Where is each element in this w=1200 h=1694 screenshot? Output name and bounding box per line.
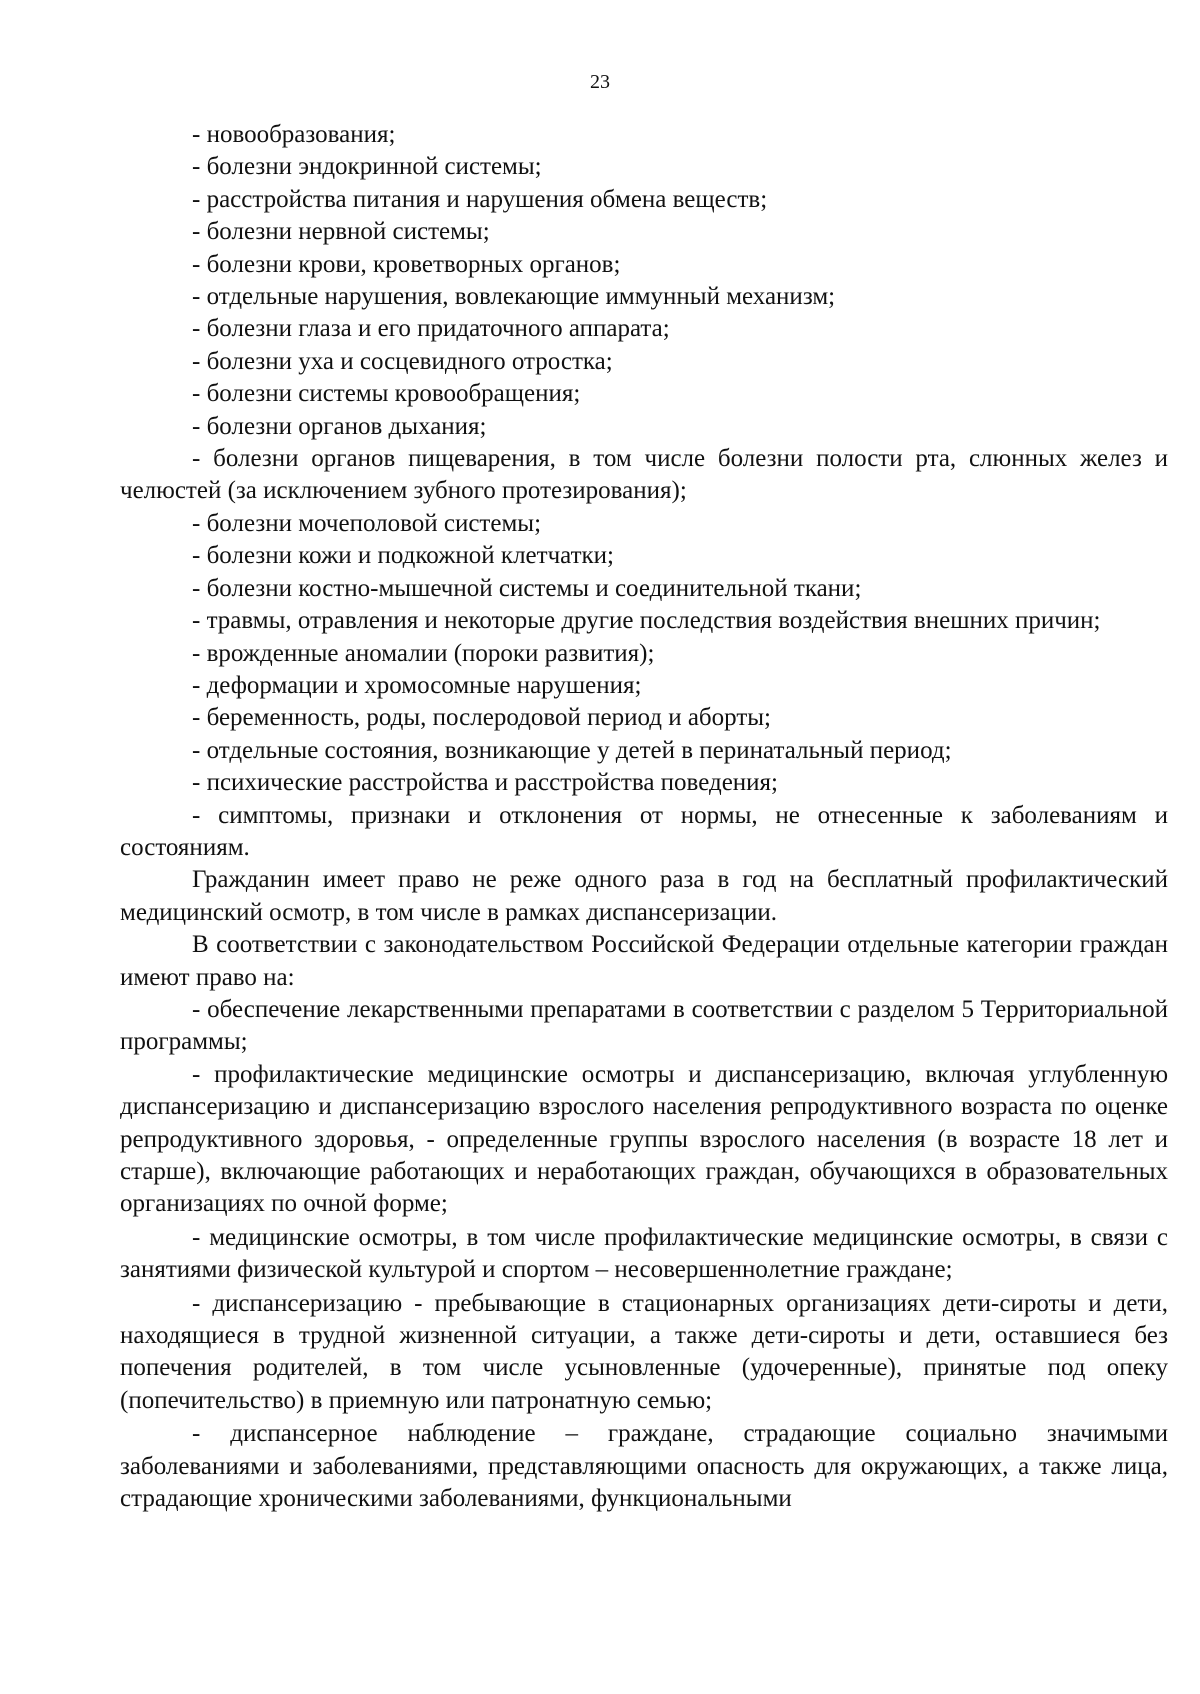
disease-item: - болезни крови, кроветворных органов; — [192, 250, 621, 278]
disease-item: - новообразования; — [192, 121, 396, 148]
page-number: 23 — [590, 71, 610, 93]
disease-item: - болезни органов пищеварения, в том числе болезни полости рта, слюнных желез и челюстей (за исключением зубного протезирования); — [120, 445, 1168, 505]
disease-item: - деформации и хромосомные нарушения; — [192, 671, 642, 699]
disease-item: - травмы, отравления и некоторые другие последствия воздействия внешних причин; — [192, 607, 1101, 635]
disease-item: - болезни органов дыхания; — [192, 412, 487, 440]
rights-item: - профилактические медицинские осмотры и диспансеризацию, включая углубленную диспансеризацию и диспансеризацию взрослого населения репродуктивного возраста по оценке репродуктивного здоровья, - определенные группы взрослого населения (в возрасте 18 лет и старше), включающие работающих и неработающих граждан, обучающихся в образовательных организациях по очной форме; — [120, 1060, 1168, 1218]
rights-list — [120, 994, 1168, 1516]
rights-item: - диспансеризацию - пребывающие в стационарных организациях дети-сироты и дети, находящиеся в трудной жизненной ситуации, а также дети-сироты и дети, оставшиеся без попечения родителей, в том числе усыновленные (удочеренные), принятые под опеку (попечительство) в приемную или патронатную семью; — [120, 1289, 1168, 1414]
rights-item: - обеспечение лекарственными препаратами в соответствии с разделом 5 Территориальной программы; — [120, 995, 1168, 1056]
disease-item: - болезни кожи и подкожной клетчатки; — [192, 542, 614, 570]
document-body — [120, 119, 1168, 1515]
disease-item: - беременность, роды, послеродовой период и аборты; — [192, 704, 771, 732]
disease-item: - психические расстройства и расстройства поведения; — [192, 769, 778, 797]
disease-item: - болезни мочеполовой системы; — [192, 509, 542, 537]
checkup-paragraph: Гражданин имеет право не реже одного раза в год на бесплатный профилактический медицинский осмотр, в том числе в рамках диспансеризации. — [120, 866, 1168, 926]
disease-item: - отдельные состояния, возникающие у детей в перинатальный период; — [192, 736, 952, 764]
disease-item: - симптомы, признаки и отклонения от нормы, не отнесенные к заболеваниям и состояниям. — [120, 801, 1168, 861]
disease-item: - расстройства питания и нарушения обмена веществ; — [192, 185, 768, 213]
categories-paragraph: В соответствии с законодательством Российской Федерации отдельные категории граждан имеют право на: — [120, 931, 1168, 991]
disease-item: - болезни эндокринной системы; — [192, 153, 542, 181]
disease-item: - болезни глаза и его придаточного аппарата; — [192, 315, 670, 343]
disease-item: - болезни нервной системы; — [192, 218, 490, 246]
rights-item: - диспансерное наблюдение – граждане, страдающие социально значимыми заболеваниями и заболеваниями, представляющими опасность для окружающих, а также лица, страдающие хроническими заболеваниями, функциональными — [120, 1420, 1168, 1513]
disease-item: - болезни системы кровообращения; — [192, 380, 581, 408]
disease-item: - болезни костно-мышечной системы и соединительной ткани; — [192, 574, 862, 602]
disease-list — [120, 119, 1168, 864]
disease-item: - отдельные нарушения, вовлекающие иммунный механизм; — [192, 283, 836, 311]
rights-item: - медицинские осмотры, в том числе профилактические медицинские осмотры, в связи с занятиями физической культурой и спортом – несовершеннолетние граждане; — [120, 1223, 1168, 1284]
disease-item: - врожденные аномалии (пороки развития); — [192, 639, 655, 667]
disease-item: - болезни уха и сосцевидного отростка; — [192, 347, 613, 375]
